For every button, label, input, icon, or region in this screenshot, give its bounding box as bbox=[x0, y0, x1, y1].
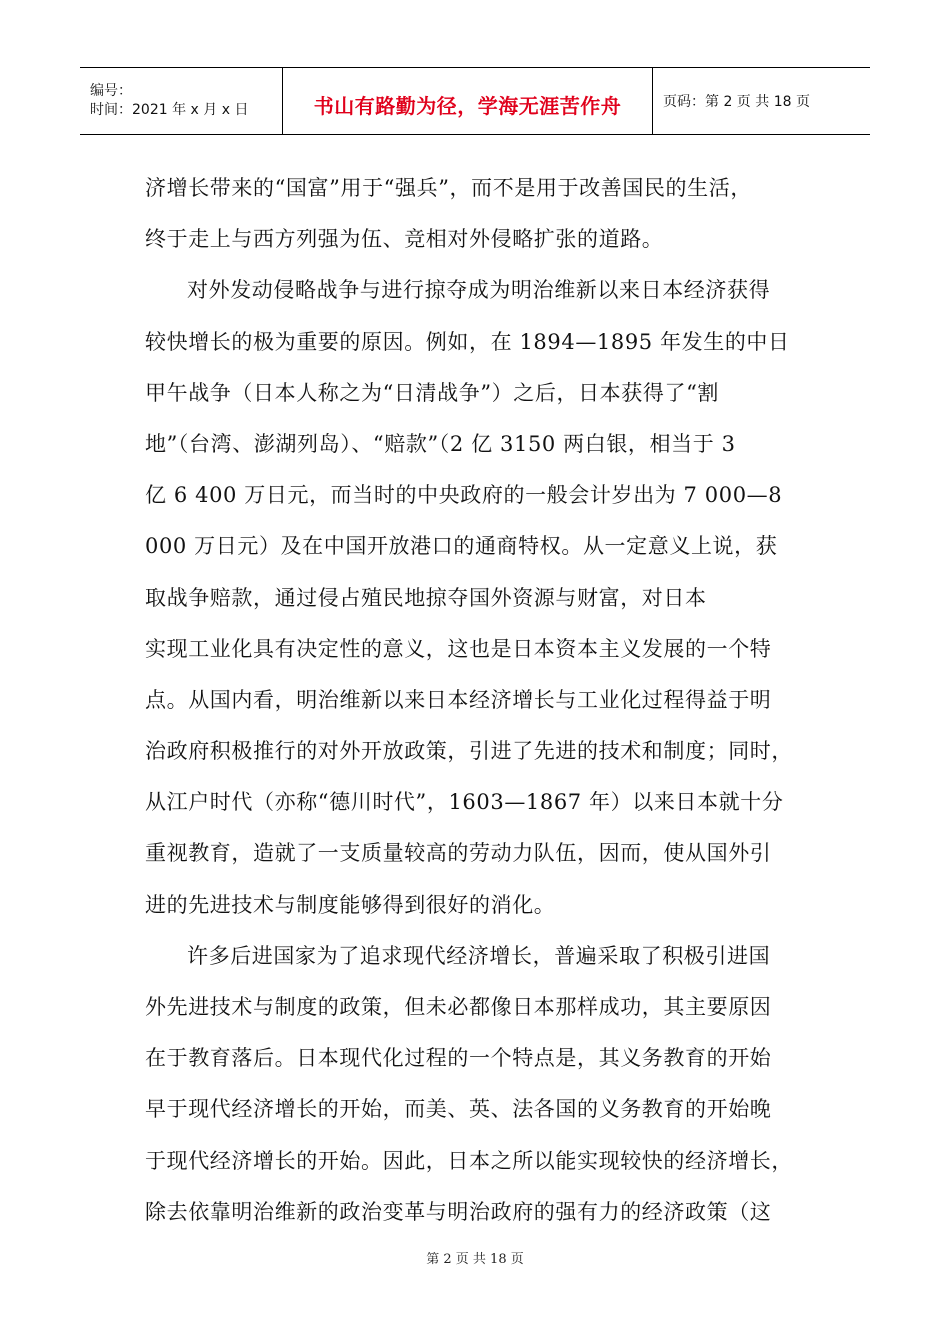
paragraph-start-line: 对外发动侵略战争与进行掠夺成为明治维新以来日本经济获得 bbox=[187, 278, 771, 303]
text-line: 甲午战争（日本人称之为“日清战争”）之后，日本获得了“割 bbox=[145, 380, 720, 405]
text-line: 重视教育，造就了一支质量较高的劳动力队伍，因而，使从国外引 bbox=[145, 841, 772, 866]
page-header bbox=[80, 67, 870, 135]
text-line: 在于教育落后。日本现代化过程的一个特点是，其义务教育的开始 bbox=[145, 1046, 772, 1071]
paragraph-start-line: 许多后进国家为了追求现代经济增长，普遍采取了积极引进国 bbox=[187, 943, 771, 968]
body-text bbox=[145, 163, 805, 1238]
text-line: 点。从国内看，明治维新以来日本经济增长与工业化过程得益于明 bbox=[145, 687, 772, 712]
text-line: 进的先进技术与制度能够得到很好的消化。 bbox=[145, 892, 556, 917]
text-line: 从江户时代（亦称“德川时代”，1603—1867 年）以来日本就十分 bbox=[145, 790, 784, 815]
text-line: 治政府积极推行的对外开放政策，引进了先进的技术和制度；同时， bbox=[145, 739, 793, 764]
text-line: 较快增长的极为重要的原因。例如，在 1894—1895 年发生的中日 bbox=[145, 329, 790, 354]
header-motto: 书山有路勤为径，学海无涯苦作舟 bbox=[313, 93, 622, 118]
text-line: 000 万日元）及在中国开放港口的通商特权。从一定意义上说，获 bbox=[145, 534, 778, 559]
text-line: 于现代经济增长的开始。因此，日本之所以能实现较快的经济增长， bbox=[145, 1148, 793, 1173]
header-page-cell bbox=[653, 68, 870, 134]
document-number-label: 编号： bbox=[90, 83, 132, 99]
document-date: 时间：2021 年 x 月 x 日 bbox=[90, 102, 249, 118]
header-motto-cell bbox=[283, 68, 653, 134]
text-line: 取战争赔款，通过侵占殖民地掠夺国外资源与财富，对日本 bbox=[145, 585, 707, 610]
text-line: 外先进技术与制度的政策，但未必都像日本那样成功，其主要原因 bbox=[145, 995, 772, 1019]
header-meta-cell bbox=[80, 68, 283, 134]
text-line: 亿 6 400 万日元，而当时的中央政府的一般会计岁出为 7 000—8 bbox=[145, 483, 783, 508]
header-page-info: 页码：第 2 页 共 18 页 bbox=[663, 94, 810, 110]
text-line: 地”（台湾、澎湖列岛）、“赔款”（2 亿 3150 两白银，相当于 3 bbox=[145, 431, 736, 456]
page-footer: 第 2 页 共 18 页 bbox=[426, 1252, 524, 1267]
text-line: 除去依靠明治维新的政治变革与明治政府的强有力的经济政策（这 bbox=[145, 1199, 772, 1224]
text-line: 早于现代经济增长的开始，而美、英、法各国的义务教育的开始晚 bbox=[145, 1097, 772, 1122]
text-line: 终于走上与西方列强为伍、竞相对外侵略扩张的道路。 bbox=[145, 227, 664, 252]
text-line: 实现工业化具有决定性的意义，这也是日本资本主义发展的一个特 bbox=[145, 636, 772, 661]
text-line: 济增长带来的“国富”用于“强兵”，而不是用于改善国民的生活， bbox=[145, 176, 752, 200]
